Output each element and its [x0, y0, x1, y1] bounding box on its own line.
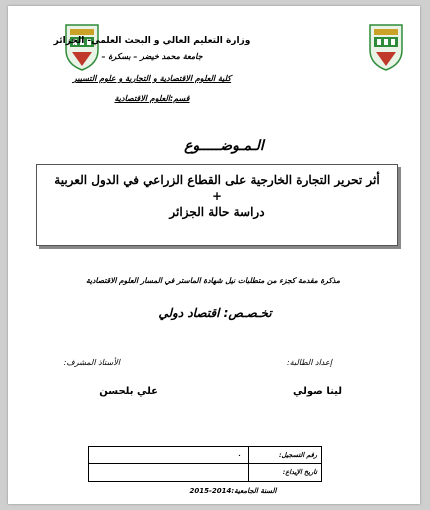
reg-number-label: رقم التسجيل: [278, 451, 317, 459]
reg-number-value: . [238, 450, 241, 458]
student-label: إعداد الطالبة: [286, 358, 332, 367]
registration-row [89, 447, 321, 464]
faculty-name: كلية العلوم الاقتصادية و التجارية و علوم التسيير [72, 74, 232, 83]
thesis-title-line2: دراسة حالة الجزائر [169, 205, 265, 219]
table-divider [248, 447, 249, 481]
thesis-title-plus: + [211, 189, 223, 203]
ministry-name: وزارة التعليم العالي و البحث العلمي- الجزائر [53, 36, 251, 46]
deposit-date-label: تاريخ الإيداع: [282, 468, 317, 476]
thesis-title-line1: أثر تحرير التجارة الخارجية على القطاع الزراعي في الدول العربية [54, 173, 380, 187]
student-name: لينا صولي [293, 386, 342, 397]
topic-label: الـمـوضـــــوع [184, 138, 264, 154]
specialization: تخـصـص: اقتصاد دولي [158, 306, 272, 320]
registration-row [89, 464, 321, 480]
supervisor-label: الأستاذ المشرف: [63, 358, 120, 367]
supervisor-name: علي بلحسن [99, 386, 158, 397]
memo-note: مذكرة مقدمة كجزء من متطلبات نيل شهادة الماستر في المسار العلوم الاقتصادية [85, 276, 340, 285]
department-name: قسم:العلوم الاقتصادية [114, 94, 190, 103]
registration-table [88, 446, 322, 482]
university-logo-icon [63, 22, 101, 72]
university-name: جامعة محمد خيضر – بسكرة – [101, 52, 203, 61]
university-logo-icon [367, 22, 405, 72]
academic-year: السنة الجامعية:2014-2015 [189, 487, 277, 495]
document-page [8, 6, 420, 504]
thesis-title-box [36, 164, 398, 246]
